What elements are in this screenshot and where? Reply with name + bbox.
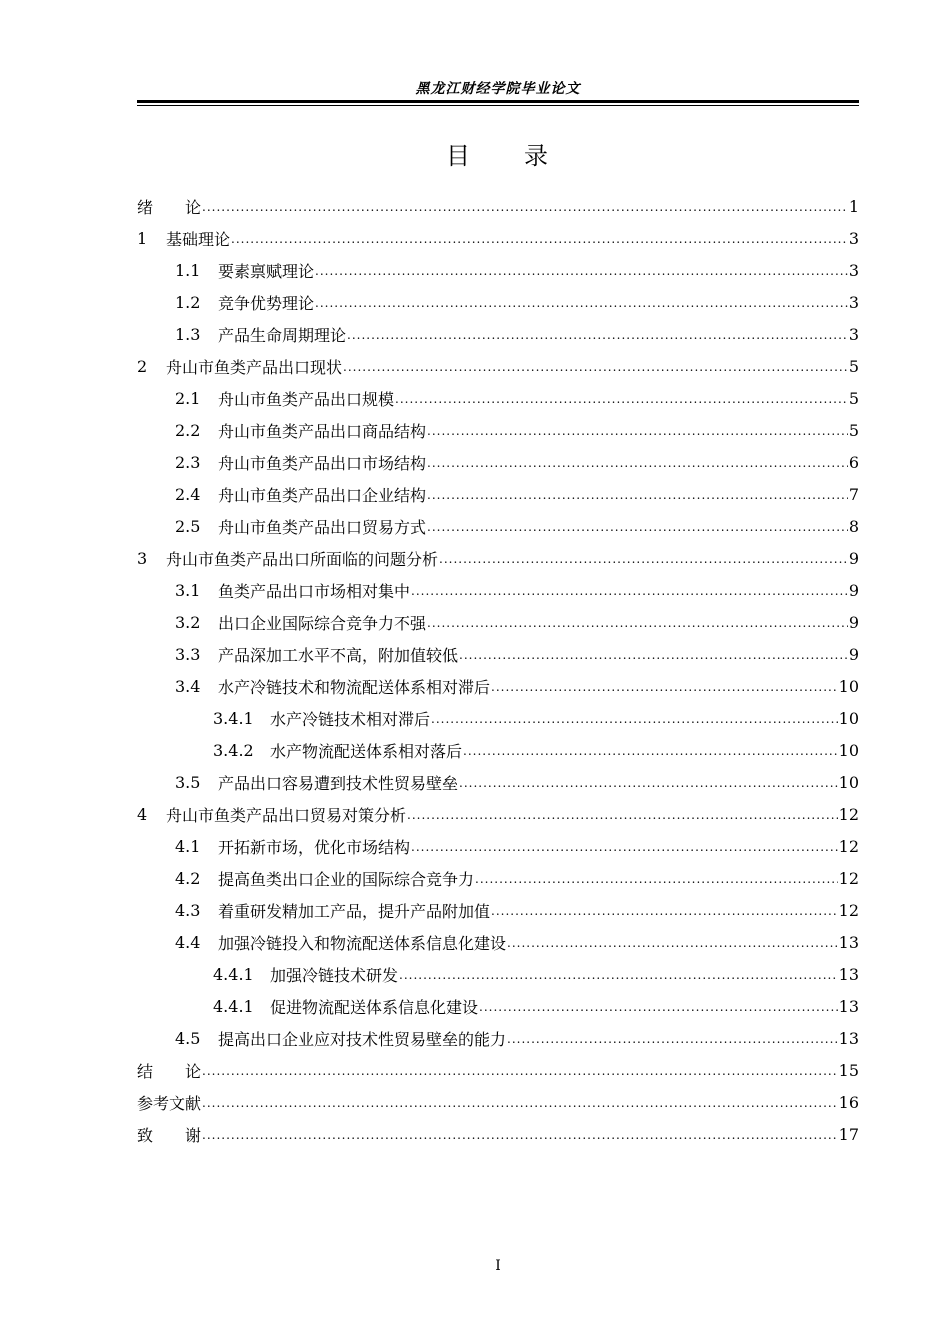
toc-leader-dots (231, 231, 848, 254)
toc-entry[interactable] (137, 606, 859, 638)
toc-entry-page: 12 (838, 868, 859, 888)
toc-entry-title: 舟山市鱼类产品出口规模 (218, 389, 395, 409)
toc-entry-number: 3.4.2 (213, 740, 254, 760)
toc-leader-dots (507, 1031, 838, 1054)
toc-entry-page: 9 (848, 612, 859, 632)
toc-entry[interactable] (137, 222, 859, 254)
toc-entry-title: 水产冷链技术相对滞后 (270, 709, 431, 729)
toc-entry-page: 5 (848, 388, 859, 408)
toc-entry[interactable] (137, 446, 859, 478)
toc-entry-title: 舟山市鱼类产品出口贸易对策分析 (166, 805, 407, 825)
toc-entry-number: 4.4.1 (213, 996, 254, 1016)
toc-leader-dots (475, 871, 838, 894)
toc-entry-number: 2.4 (175, 484, 201, 504)
toc-entry-title: 要素禀赋理论 (218, 261, 315, 281)
toc-title (137, 136, 859, 171)
toc-entry-title: 舟山市鱼类产品出口企业结构 (218, 485, 427, 505)
toc-entry-page: 9 (848, 644, 859, 664)
toc-leader-dots (427, 423, 848, 446)
toc-entry-page: 10 (838, 772, 859, 792)
toc-entry-title: 舟山市鱼类产品出口所面临的问题分析 (166, 549, 439, 569)
toc-entry-page: 13 (838, 964, 859, 984)
running-header: 黑龙江财经学院毕业论文 (415, 81, 581, 97)
toc-entry-number: 4.1 (175, 836, 201, 856)
toc-title-char-1: 目 (446, 142, 472, 170)
toc-entry-number: 1.3 (175, 324, 201, 344)
toc-entry-page: 10 (838, 708, 859, 728)
toc-entry[interactable] (137, 382, 859, 414)
toc-entry[interactable] (137, 734, 859, 766)
toc-entry-number: 4.4.1 (213, 964, 254, 984)
toc-entry[interactable] (137, 958, 859, 990)
toc-entry-title: 绪 论 (137, 197, 202, 217)
toc-entry-page: 9 (848, 548, 859, 568)
toc-leader-dots (507, 935, 838, 958)
toc-entry-page: 5 (848, 356, 859, 376)
toc-entry-title: 舟山市鱼类产品出口现状 (166, 357, 343, 377)
toc-leader-dots (459, 647, 848, 670)
toc-entry[interactable] (137, 414, 859, 446)
toc-leader-dots (427, 487, 848, 510)
toc-entry-page: 3 (848, 228, 859, 248)
toc-entry-page: 1 (848, 196, 859, 216)
toc-entry-title: 产品生命周期理论 (218, 325, 347, 345)
toc-entry[interactable] (137, 286, 859, 318)
toc-leader-dots (427, 519, 848, 542)
toc-entry-title: 提高鱼类出口企业的国际综合竞争力 (218, 869, 475, 889)
toc-entry-title: 舟山市鱼类产品出口商品结构 (218, 421, 427, 441)
toc-entry-page: 17 (838, 1124, 859, 1144)
toc-leader-dots (395, 391, 848, 414)
toc-entry-number: 2.3 (175, 452, 201, 472)
toc-entry-number: 3.1 (175, 580, 201, 600)
toc-entry[interactable] (137, 542, 859, 574)
toc-leader-dots (491, 903, 838, 926)
toc-entry-number: 1 (137, 228, 148, 248)
toc-entry-title: 着重研发精加工产品，提升产品附加值 (218, 901, 491, 921)
toc-leader-dots (459, 775, 838, 798)
page-number: I (495, 1258, 501, 1274)
toc-entry-number: 4 (137, 804, 148, 824)
toc-entry-number: 2.1 (175, 388, 201, 408)
toc-entry-number: 2.5 (175, 516, 201, 536)
toc-entry[interactable] (137, 926, 859, 958)
toc-entry-title: 产品出口容易遭到技术性贸易壁垒 (218, 773, 459, 793)
toc-entry[interactable] (137, 766, 859, 798)
toc-entry-page: 16 (838, 1092, 859, 1112)
toc-entry-number: 1.2 (175, 292, 201, 312)
toc-entry-title: 水产物流配送体系相对落后 (270, 741, 463, 761)
toc-leader-dots (343, 359, 848, 382)
toc-leader-dots (347, 327, 848, 350)
toc-leader-dots (479, 999, 838, 1022)
toc-entry-title: 参考文献 (137, 1093, 202, 1113)
toc-entry-page: 5 (848, 420, 859, 440)
toc-entry-page: 3 (848, 324, 859, 344)
toc-entry-title: 舟山市鱼类产品出口市场结构 (218, 453, 427, 473)
toc-entry-number: 3.5 (175, 772, 201, 792)
toc-entry[interactable] (137, 798, 859, 830)
toc-entry[interactable] (137, 830, 859, 862)
toc-leader-dots (202, 199, 848, 222)
toc-entry-title: 促进物流配送体系信息化建设 (270, 997, 479, 1017)
toc-entry-number: 2 (137, 356, 148, 376)
toc-entry[interactable] (137, 862, 859, 894)
toc-leader-dots (315, 295, 848, 318)
toc-entry-number: 3.3 (175, 644, 201, 664)
toc-entry-page: 12 (838, 900, 859, 920)
toc-entry-title: 开拓新市场，优化市场结构 (218, 837, 411, 857)
toc-entry-page: 15 (838, 1060, 859, 1080)
toc-entry[interactable] (137, 1022, 859, 1054)
toc-entry-page: 10 (838, 740, 859, 760)
toc-entry-page: 12 (838, 836, 859, 856)
toc-leader-dots (202, 1063, 838, 1086)
toc-leader-dots (427, 615, 848, 638)
toc-entry-number: 1.1 (175, 260, 201, 280)
toc-entry[interactable] (137, 318, 859, 350)
toc-leader-dots (315, 263, 848, 286)
toc-entry-title: 舟山市鱼类产品出口贸易方式 (218, 517, 427, 537)
header-rule-thin (137, 105, 859, 106)
toc-leader-dots (411, 839, 838, 862)
toc-leader-dots (399, 967, 838, 990)
toc-entry-title: 加强冷链技术研发 (270, 965, 399, 985)
toc-entry[interactable] (137, 1086, 859, 1118)
toc-entry-title: 竞争优势理论 (218, 293, 315, 313)
toc-entry-page: 10 (838, 676, 859, 696)
toc-entry[interactable] (137, 574, 859, 606)
toc-entry[interactable] (137, 190, 859, 222)
toc-entry-number: 4.5 (175, 1028, 201, 1048)
toc-entry-page: 9 (848, 580, 859, 600)
toc-title-char-2: 录 (524, 142, 550, 170)
toc-entry-page: 6 (848, 452, 859, 472)
toc-entry-number: 3.2 (175, 612, 201, 632)
toc-entry-page: 13 (838, 932, 859, 952)
toc-entry[interactable] (137, 478, 859, 510)
toc-entry[interactable] (137, 638, 859, 670)
toc-entry-number: 4.2 (175, 868, 201, 888)
toc-entry-title: 加强冷链投入和物流配送体系信息化建设 (218, 933, 507, 953)
toc-entry-title: 提高出口企业应对技术性贸易壁垒的能力 (218, 1029, 507, 1049)
header-rule-thick (137, 100, 859, 103)
toc-entry-number: 3.4 (175, 676, 201, 696)
toc-entry-number: 4.4 (175, 932, 201, 952)
toc-entry[interactable] (137, 702, 859, 734)
toc-entry-page: 7 (848, 484, 859, 504)
toc-entry-page: 3 (848, 292, 859, 312)
toc-leader-dots (439, 551, 848, 574)
toc-entry-number: 3.4.1 (213, 708, 254, 728)
toc-entry-number: 3 (137, 548, 148, 568)
toc-leader-dots (202, 1095, 838, 1118)
toc-entry-title: 鱼类产品出口市场相对集中 (218, 581, 411, 601)
toc-entry[interactable] (137, 1054, 859, 1086)
toc-entry-title: 结 论 (137, 1061, 202, 1081)
toc-entry-page: 3 (848, 260, 859, 280)
toc-leader-dots (427, 455, 848, 478)
toc-entry[interactable] (137, 990, 859, 1022)
toc-entry-number: 2.2 (175, 420, 201, 440)
toc-entry[interactable] (137, 670, 859, 702)
toc-entry-page: 13 (838, 996, 859, 1016)
toc-entry[interactable] (137, 1118, 859, 1150)
toc-leader-dots (411, 583, 848, 606)
toc-entry[interactable] (137, 350, 859, 382)
toc-entry[interactable] (137, 894, 859, 926)
toc-leader-dots (407, 807, 838, 830)
toc-leader-dots (431, 711, 838, 734)
toc-entry-number: 4.3 (175, 900, 201, 920)
toc-entry-page: 8 (848, 516, 859, 536)
toc-entry-title: 水产冷链技术和物流配送体系相对滞后 (218, 677, 491, 697)
toc-entry-page: 13 (838, 1028, 859, 1048)
toc-entry-title: 致 谢 (137, 1125, 202, 1145)
toc-entry-title: 产品深加工水平不高，附加值较低 (218, 645, 459, 665)
toc-entry-title: 出口企业国际综合竞争力不强 (218, 613, 427, 633)
table-of-contents (137, 190, 859, 1150)
toc-entry[interactable] (137, 254, 859, 286)
toc-entry-page: 12 (838, 804, 859, 824)
toc-leader-dots (491, 679, 838, 702)
toc-leader-dots (463, 743, 838, 766)
toc-entry-title: 基础理论 (166, 229, 231, 249)
toc-leader-dots (202, 1127, 838, 1150)
toc-entry[interactable] (137, 510, 859, 542)
